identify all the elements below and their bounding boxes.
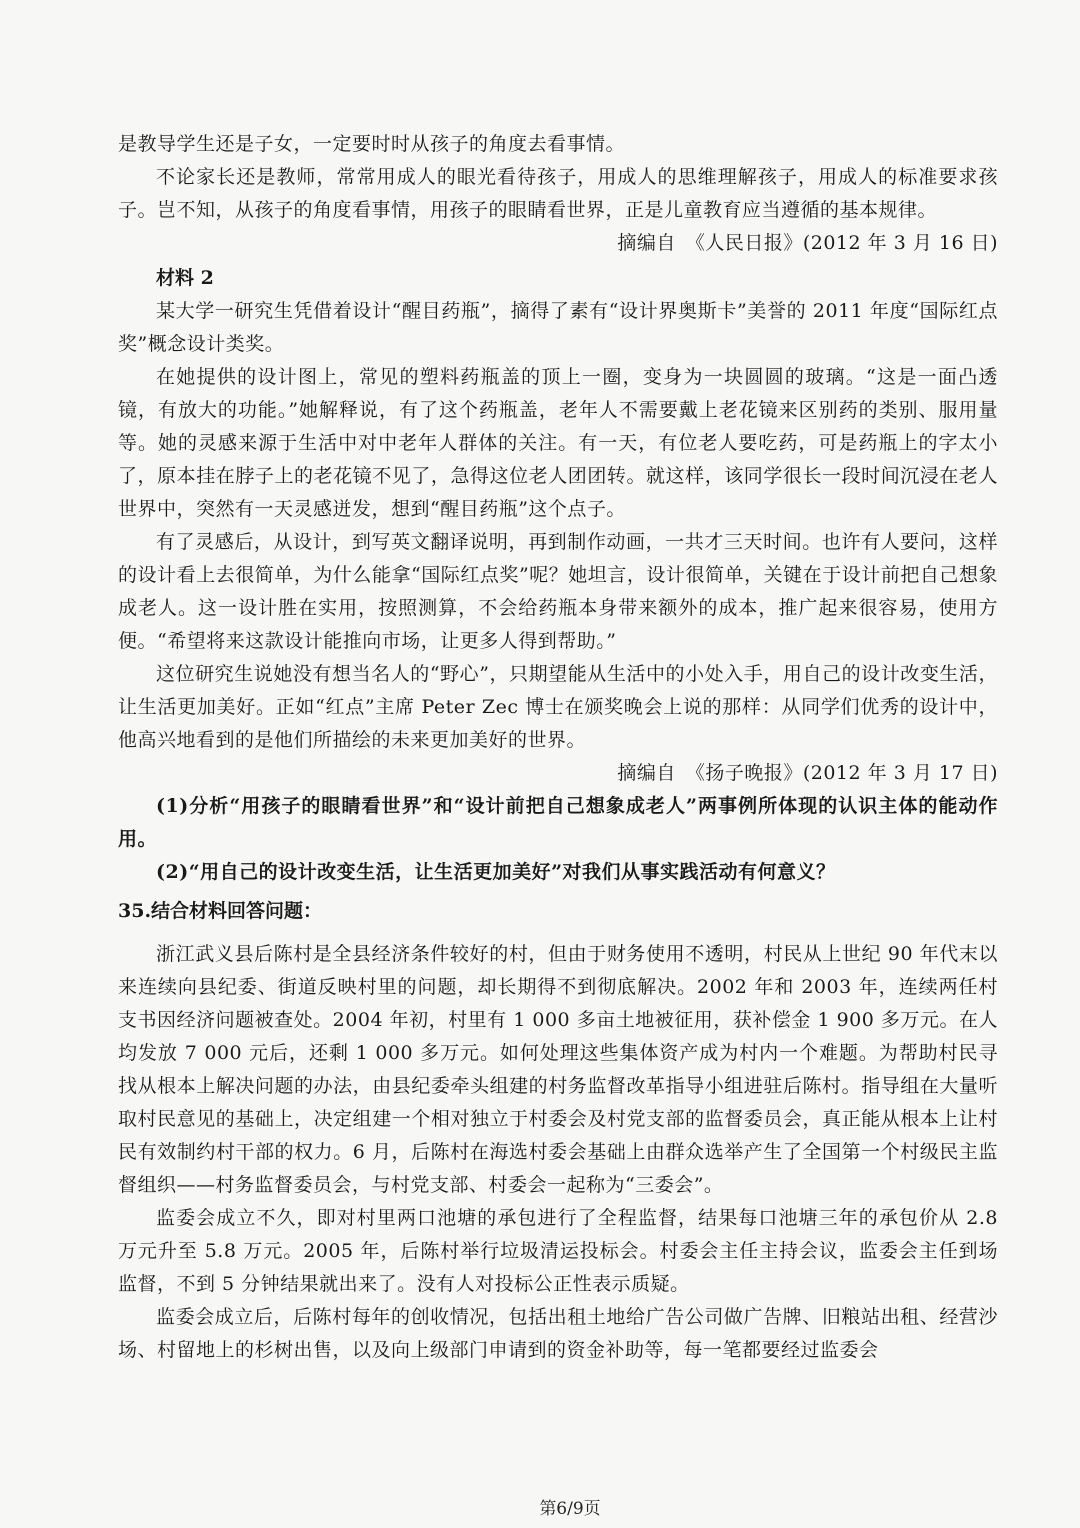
material1-paragraph-2: 不论家长还是教师，常常用成人的眼光看待孩子，用成人的思维理解孩子，用成人的标准要求孩子。岂不知，从孩子的角度看事情，用孩子的眼睛看世界，正是儿童教育应当遵循的基本规律。	[118, 166, 998, 221]
material2-paragraph-4: 这位研究生说她没有想当名人的“野心”，只期望能从生活中的小处入手，用自己的设计改变生活，让生活更加美好。正如“红点”主席 Peter Zec 博士在颁奖晚会上说的那样：从同学们优秀的设计中，他高兴地看到的是他们所描绘的未来更加美好的世界。	[118, 663, 998, 751]
material1-paragraph-1: 是教导学生还是子女，一定要时时从孩子的角度去看事情。	[118, 133, 626, 155]
question-1: (1)分析“用孩子的眼睛看世界”和“设计前把自己想象成老人”两事例所体现的认识主体的能动作用。	[118, 795, 998, 850]
question-35-heading: 35.结合材料回答问题：	[118, 900, 323, 922]
q35-paragraph-2: 监委会成立不久，即对村里两口池塘的承包进行了全程监督，结果每口池塘三年的承包价从 2.8 万元升至 5.8 万元。2005 年，后陈村举行垃圾清运投标会。村委会主任主持会议，监委会主任到场监督，不到 5 分钟结果就出来了。没有人对投标公正性表示质疑。	[118, 1207, 998, 1295]
question-2: (2)“用自己的设计改变生活，让生活更加美好”对我们从事实践活动有何意义？	[156, 861, 836, 883]
material2-paragraph-3: 有了灵感后，从设计，到写英文翻译说明，再到制作动画，一共才三天时间。也许有人要问，这样的设计看上去很简单，为什么能拿“国际红点奖”呢？她坦言，设计很简单，关键在于设计前把自己想象成老人。这一设计胜在实用，按照测算，不会给药瓶本身带来额外的成本，推广起来很容易，使用方便。“希望将来这款设计能推向市场，让更多人得到帮助。”	[118, 531, 998, 652]
material2-source: 摘编自 《扬子晚报》(2012 年 3 月 17 日)	[617, 762, 998, 784]
q35-paragraph-1: 浙江武义县后陈村是全县经济条件较好的村，但由于财务使用不透明，村民从上世纪 90 年代末以来连续向县纪委、街道反映村里的问题，却长期得不到彻底解决。2002 年和 2003 年，连续两任村支书因经济问题被查处。2004 年初，村里有 1 000 多亩土地被征用，获补偿金 1 900 多万元。在人均发放 7 000 元后，还剩 1 000 多万元。如何处理这些集体资产成为村内一个难题。为帮助村民寻找从根本上解决问题的办法，由县纪委牵头组建的村务监督改革指导小组进驻后陈村。指导组在大量听取村民意见的基础上，决定组建一个相对独立于村委会及村党支部的监督委员会，真正能从根本上让村民有效制约村干部的权力。6 月，后陈村在海选村委会基础上由群众选举产生了全国第一个村级民主监督组织——村务监督委员会，与村党支部、村委会一起称为“三委会”。	[118, 943, 998, 1196]
material2-paragraph-2: 在她提供的设计图上，常见的塑料药瓶盖的顶上一圈，变身为一块圆圆的玻璃。“这是一面凸透镜，有放大的功能。”她解释说，有了这个药瓶盖，老年人不需要戴上老花镜来区别药的类别、服用量等。她的灵感来源于生活中对中老年人群体的关注。有一天，有位老人要吃药，可是药瓶上的字太小了，原本挂在脖子上的老花镜不见了，急得这位老人团团转。就这样，该同学很长一段时间沉浸在老人世界中，突然有一天灵感迸发，想到“醒目药瓶”这个点子。	[118, 366, 998, 520]
page-content	[118, 128, 998, 1367]
page-footer	[0, 1494, 1080, 1519]
material1-source: 摘编自 《人民日报》(2012 年 3 月 16 日)	[617, 232, 998, 254]
material2-heading: 材料 2	[156, 267, 214, 289]
material2-paragraph-1: 某大学一研究生凭借着设计“醒目药瓶”，摘得了素有“设计界奥斯卡”美誉的 2011 年度“国际红点奖”概念设计类奖。	[118, 300, 998, 355]
page-number: 第6/9页	[539, 1499, 601, 1519]
q35-paragraph-3: 监委会成立后，后陈村每年的创收情况，包括出租土地给广告公司做广告牌、旧粮站出租、经营沙场、村留地上的杉树出售，以及向上级部门申请到的资金补助等，每一笔都要经过监委会	[118, 1306, 998, 1361]
